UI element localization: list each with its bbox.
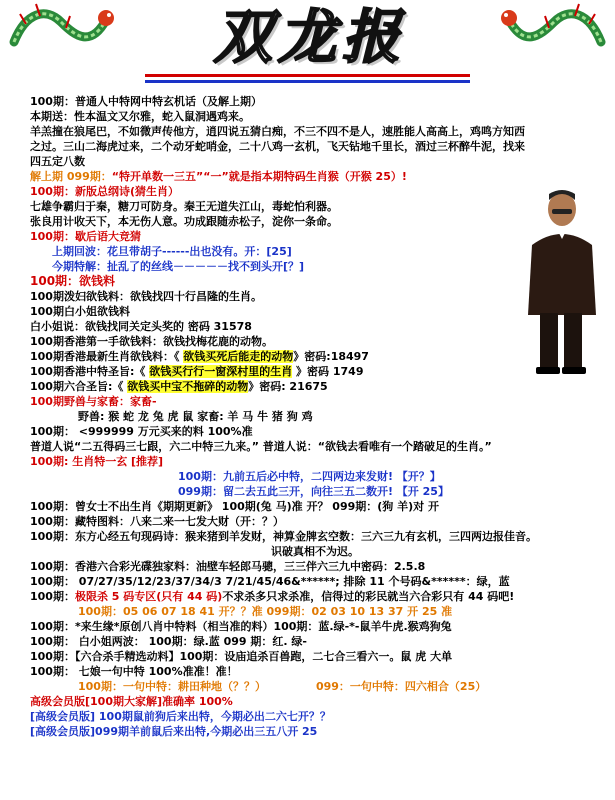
poem-line: 张良用计收天下，本无伤人意。功成跟随赤松子，淀你一条命。 bbox=[30, 215, 338, 228]
section-heading: 100期：新版总纲诗(猜生肖） bbox=[30, 185, 179, 198]
section-heading: 100期：歇后语大竞猜 bbox=[30, 230, 141, 243]
prev-answer-label: 解上期 099期： bbox=[30, 170, 112, 183]
vip-heading: 高级会员版[100期大家解]准确率 100% bbox=[30, 695, 233, 708]
two-wave-line: 100期： 白小姐两波： 100期：绿.蓝 099 期：红. 绿- bbox=[30, 635, 307, 648]
dragon-left-icon bbox=[6, 2, 116, 60]
money-line-prefix: 100期香港最新生肖欲钱料：《 bbox=[30, 350, 184, 363]
vip-line: [高级会员版] 100期鼠前狗后来出特，今期必出二六七开？？ bbox=[30, 710, 331, 723]
mrs-zeng-line: 100期：曾女士不出生肖《期期更新》 100期(兔 马)准 开？ 099期：(狗 羊)对 开 bbox=[30, 500, 439, 513]
money-line bbox=[30, 349, 600, 364]
money-line-code: 》密码 1749 bbox=[292, 365, 364, 378]
money-line: 白小姐说：欲钱找同关定头奖的 密码 31578 bbox=[30, 320, 252, 333]
kill-code-results: 100期：05 06 07 18 41 开？？准 099期：02 03 10 13 37 开 25 准 bbox=[78, 605, 453, 618]
masthead bbox=[0, 0, 615, 92]
riddle-question: 今期特解：扯乱了的丝线－－－－－找不到头开[？] bbox=[52, 260, 305, 273]
vip-line: [高级会员版]099期羊前鼠后来出特,今期必出三五八开 25 bbox=[30, 725, 318, 738]
premium-line: 100期： <999999 万元买来的料 100%准 bbox=[30, 425, 253, 438]
money-line bbox=[30, 379, 600, 394]
money-line-code: 》密码: 21675 bbox=[248, 380, 328, 393]
intro-line: 本期送：性本温文又尔雅，蛇入鼠洞遇鸡来。 bbox=[30, 110, 250, 123]
money-line-highlight: 欲钱买死后能走的动物 bbox=[183, 350, 294, 363]
prev-answer-text: “特开单数一三五”“一”就是指本期特码生肖猴（开猴 25）! bbox=[111, 170, 407, 183]
riddle-line: 羊羔撞在狼尾巴，不如微声传他方，逍四说五猜白痴，不三不四不是人，速胜能人高高上，鸡鸣方知西 bbox=[30, 125, 525, 138]
riddle-line: 四五定八数 bbox=[30, 155, 85, 168]
dragon-right-icon bbox=[499, 2, 609, 60]
section-heading: 100期：欲钱料 bbox=[30, 274, 116, 288]
money-line-prefix: 100期六合圣旨:《 bbox=[30, 380, 128, 393]
seventh-lady-line: 100期： 七娘一句中特 100%准准！准！ bbox=[30, 665, 238, 678]
riddle-answer: 上期回波：花旦带胡子------出也没有。开：[25] bbox=[52, 245, 292, 258]
money-line: 100期白小姐欲钱料 bbox=[30, 305, 130, 318]
article-body bbox=[30, 94, 600, 739]
disc-line: 100期：香港六合彩光碟独家料：油壁车轻郎马骢，三三伴六三九中密码：2.5.8 bbox=[30, 560, 426, 573]
section-heading: 100期野兽与家畜：家畜- bbox=[30, 395, 157, 408]
money-line bbox=[30, 364, 600, 379]
red-underline bbox=[145, 74, 470, 77]
money-line: 100期香港第一手欲钱料：欲钱找梅花鹿的动物。 bbox=[30, 335, 273, 348]
numbers-line: 100期： 07/27/35/12/23/37/34/3 7/21/45/46&******; 排除 11 个号码&******：绿，蓝 bbox=[30, 575, 510, 588]
tip-line: 100期：九前五后必中特，二四两边来发财! 【开？】 bbox=[178, 470, 441, 483]
money-line-prefix: 100期香港中特圣旨:《 bbox=[30, 365, 150, 378]
money-line-highlight: 欲钱买行行一窗深村里的生肖 bbox=[149, 365, 293, 378]
newspaper-title: 双龙报 bbox=[213, 3, 406, 71]
riddle-line: 之过。三山二海虎过来，二个动牙蛇哨金，二十八鸡一玄机，飞天钻地千里长，酒过三杯醉牛泥，找来 bbox=[30, 140, 525, 153]
one-sentence-current: 100期：一句中特：耕田种地（？？） bbox=[78, 680, 266, 693]
money-line: 100期泼妇欲钱料：欲钱找四十行昌隆的生肖。 bbox=[30, 290, 262, 303]
one-sentence-line bbox=[30, 679, 600, 694]
killer-line: 100期：【六合杀手精选动料】100期：设庙追杀百兽跑，二七合三看六一。鼠 虎 大单 bbox=[30, 650, 453, 663]
poem-line: 七雄争霸归于秦，糖刀可防身。秦王无道失江山，毒蛇怕利器。 bbox=[30, 200, 338, 213]
eight-zodiac-line: 100期：*来生缘*原创八肖中特料（相当准的料）100期：蓝.绿-*-鼠羊牛虎.猴鸡狗兔 bbox=[30, 620, 452, 633]
prev-answer-line bbox=[30, 169, 600, 184]
kill-code-prefix: 100期： bbox=[30, 590, 75, 603]
sutra-line: 100期：东方心经五句现码诗：猴来猪到羊发财，神算金牌玄空数：三六三九有玄机，三四两边报佳音。 bbox=[30, 530, 537, 543]
animal-groups: 野兽: 猴 蛇 龙 兔 虎 鼠 家畜: 羊 马 牛 猪 狗 鸡 bbox=[78, 410, 313, 423]
sutra-line-end: 识破真相不为迟。 bbox=[271, 545, 359, 558]
kill-code-zone: 极限杀 5 码专区(只有 44 码) bbox=[74, 590, 223, 603]
section-heading: 100期: 生肖特一玄 [推荐] bbox=[30, 455, 164, 468]
hidden-picture-line: 100期：藏特图料：八来二来一七发大财（开：？） bbox=[30, 515, 284, 528]
kill-code-text: 不求杀多只求杀准，信得过的彩民就当六合彩只有 44 码吧! bbox=[222, 590, 515, 603]
kill-code-line bbox=[30, 589, 600, 604]
money-line-highlight: 欲钱买中宝不拖碎的动物 bbox=[127, 380, 249, 393]
intro-heading: 100期：普通人中特网中特玄机话（及解上期） bbox=[30, 95, 262, 108]
money-line-code: 》密码:18497 bbox=[293, 350, 369, 363]
one-sentence-previous: 099：一句中特：四六相合（25） bbox=[315, 680, 487, 693]
tip-line: 099期：留二去五此三开，向往三五二数开! 【开 25】 bbox=[178, 485, 449, 498]
blue-underline bbox=[145, 80, 470, 83]
quote-line: 普道人说“二五得码三七跟，六二中特三九来。” 普道人说：“欲钱去看唯有一个踏破足的生肖。” bbox=[30, 440, 492, 453]
